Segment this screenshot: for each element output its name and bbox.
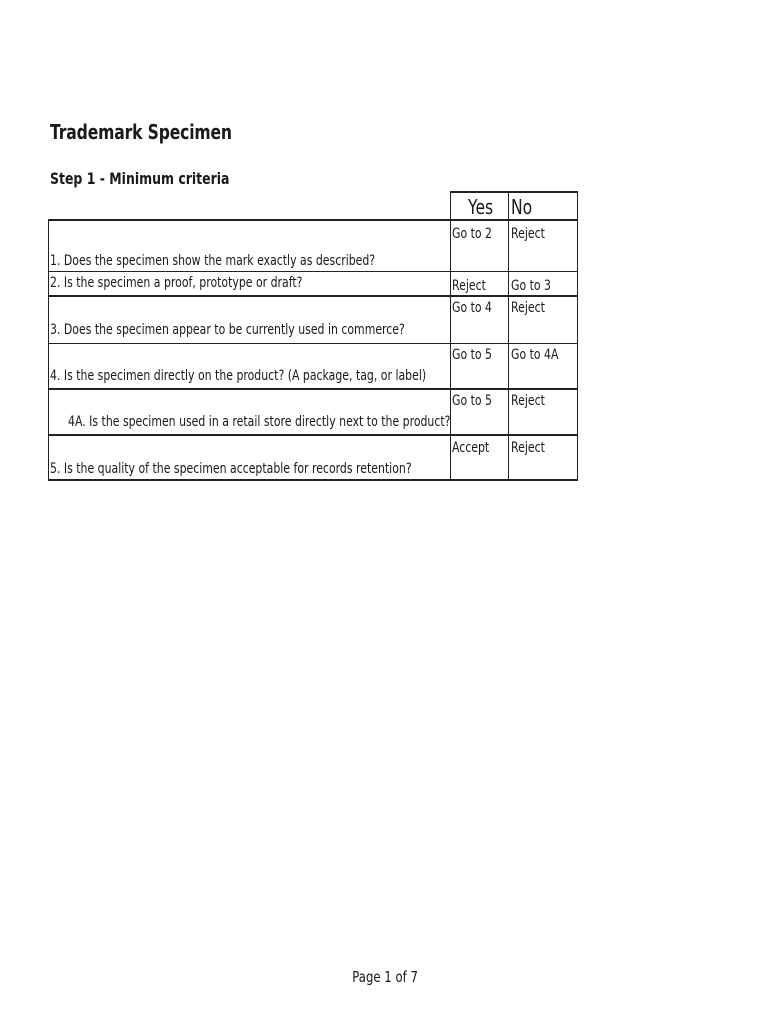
row-2-yes: Reject: [452, 278, 486, 294]
question-3: 3. Does the specimen appear to be currently used in commerce?: [50, 322, 405, 338]
row-1-yes: Go to 2: [452, 226, 492, 242]
page-number: Page 1 of 7: [352, 968, 418, 986]
table-border: [48, 388, 578, 390]
row-4-no: Go to 4A: [511, 347, 559, 363]
question-1: 1. Does the specimen show the mark exactly as described?: [50, 253, 376, 269]
table-border: [577, 191, 578, 481]
table-border: [48, 434, 578, 436]
row-3-no: Reject: [511, 300, 545, 316]
table-border: [450, 191, 578, 193]
row-5-no: Reject: [511, 440, 545, 456]
yes-column-header: Yes: [468, 195, 494, 219]
question-4: 4. Is the specimen directly on the product? (A package, tag, or label): [50, 368, 427, 384]
table-border: [450, 191, 451, 481]
document-title: Trademark Specimen: [50, 120, 232, 144]
table-border: [48, 343, 578, 344]
table-border: [48, 295, 578, 297]
table-border: [48, 219, 49, 481]
row-3-yes: Go to 4: [452, 300, 492, 316]
row-2-no: Go to 3: [511, 278, 551, 294]
row-4-yes: Go to 5: [452, 347, 492, 363]
row-4a-yes: Go to 5: [452, 393, 492, 409]
no-column-header: No: [511, 195, 533, 219]
table-border: [48, 271, 578, 272]
step-title: Step 1 - Minimum criteria: [50, 169, 230, 188]
row-1-no: Reject: [511, 226, 545, 242]
question-2: 2. Is the specimen a proof, prototype or draft?: [50, 275, 303, 291]
table-border: [48, 479, 578, 481]
table-border: [48, 219, 578, 221]
question-5: 5. Is the quality of the specimen acceptable for records retention?: [50, 461, 412, 477]
page-footer: [0, 968, 770, 986]
table-border: [508, 191, 509, 481]
row-4a-no: Reject: [511, 393, 545, 409]
row-5-yes: Accept: [452, 440, 490, 456]
criteria-table: [48, 191, 578, 481]
question-4a: 4A. Is the specimen used in a retail store directly next to the product?: [68, 414, 451, 430]
